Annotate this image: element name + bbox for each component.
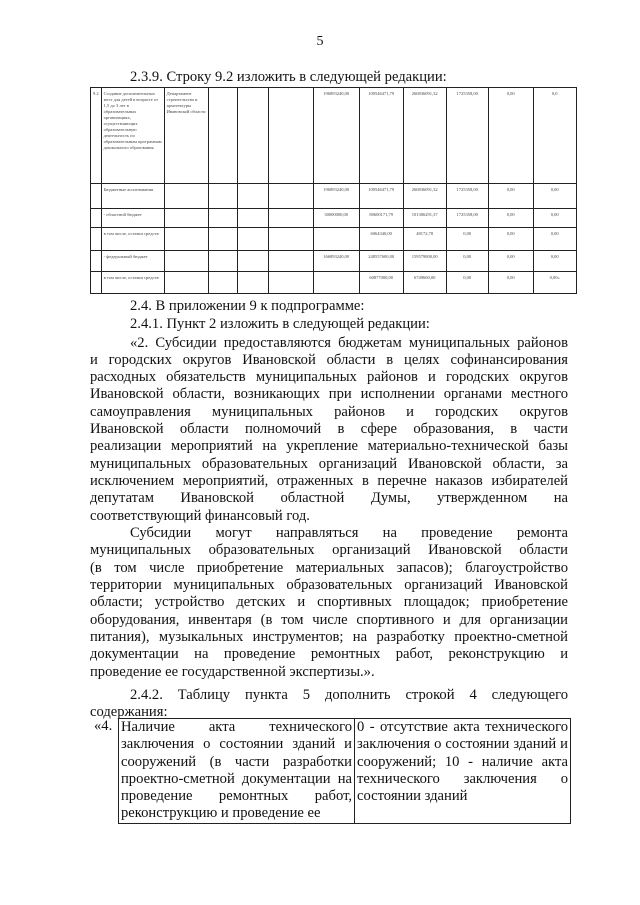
body-text-line: муниципальных образовательных организаций Ивановской области	[90, 542, 568, 558]
table-cell	[237, 184, 268, 209]
score-cell: 0 - отсутствие акта технического заключения о состоянии зданий и сооружений; 10 - наличие акта технического заключения о состоянии зданий	[355, 719, 571, 824]
table-cell	[208, 251, 237, 272]
table-cell	[237, 272, 268, 294]
table-cell	[208, 209, 237, 228]
body-text-line: и городских округов Ивановской области в целях софинансирования	[90, 352, 568, 368]
table-cell	[268, 88, 313, 184]
table-row	[91, 251, 577, 272]
body-text-line: содержания:	[90, 704, 168, 720]
table-cell: 1725358,00	[446, 209, 488, 228]
row-number: «4.	[94, 718, 113, 734]
table-cell: 159579800,00	[403, 251, 446, 272]
table-cell: 6749600,00	[403, 272, 446, 294]
table-cell	[313, 272, 359, 294]
table-cell: 260836091,32	[403, 184, 446, 209]
body-text-line: расходных обязательств муниципальных районов и городских округов	[90, 369, 568, 385]
table-cell: 60877000,00	[359, 272, 403, 294]
table-cell	[208, 88, 237, 184]
funding-table	[90, 87, 577, 294]
table-cell: 109546471,79	[359, 88, 403, 184]
body-text-line: исключением мероприятий, отраженных в перечне наказов избирателей	[90, 473, 568, 489]
table-cell	[91, 272, 102, 294]
section-heading: 2.3.9. Строку 9.2 изложить в следующей редакции:	[130, 69, 447, 85]
table-cell	[268, 272, 313, 294]
table-cell: 6064340,00	[359, 228, 403, 251]
table-cell: 30000000,00	[313, 209, 359, 228]
table-row	[91, 88, 577, 184]
table-cell: в том числе, остатки средств	[101, 272, 164, 294]
body-text-line: проведение ее государственной экспертизы.».	[90, 664, 375, 680]
table-cell: 0,00	[488, 184, 533, 209]
table-cell	[208, 228, 237, 251]
body-text-line: документации на проведение ремонтных работ, реконструкцию и	[90, 646, 568, 662]
body-text-line: Субсидии могут направляться на проведение ремонта	[130, 525, 568, 541]
table-cell: 0,00	[533, 228, 576, 251]
table-cell	[164, 251, 208, 272]
table-cell	[268, 228, 313, 251]
table-row	[91, 209, 577, 228]
table-cell: - областной бюджет	[101, 209, 164, 228]
body-text-line: соответствующий финансовый год.	[90, 508, 310, 524]
body-text-line: 2.4.1. Пункт 2 изложить в следующей редакции:	[130, 316, 430, 332]
table-cell	[237, 209, 268, 228]
table-cell: 1725358,00	[446, 88, 488, 184]
table-cell: 196893240,00	[313, 184, 359, 209]
table-cell	[164, 184, 208, 209]
body-text-line: Ивановской области полномочий в сфере образования, в части	[90, 421, 568, 437]
table-cell	[164, 209, 208, 228]
table-cell: 196893240,00	[313, 88, 359, 184]
table-cell	[237, 88, 268, 184]
body-text-line: области; устройство детских и спортивных площадок; приобретение	[90, 594, 568, 610]
table-cell: 0,00»	[533, 272, 576, 294]
body-text-line: муниципальных образовательных организаций Ивановской области, за	[90, 456, 568, 472]
table-cell: Департамент строительства и архитектуры Ивановской области	[164, 88, 208, 184]
table-cell	[237, 251, 268, 272]
table-cell	[268, 184, 313, 209]
table-cell	[91, 228, 102, 251]
table-row	[91, 184, 577, 209]
table-cell	[91, 184, 102, 209]
table-cell	[208, 272, 237, 294]
table-cell: 0,00	[533, 251, 576, 272]
body-text-line: «2. Субсидии предоставляются бюджетам муниципальных районов	[130, 335, 568, 351]
table-cell: 9.2	[91, 88, 102, 184]
table-cell: 166893240,00	[313, 251, 359, 272]
table-cell: - федеральный бюджет	[101, 251, 164, 272]
table-cell: 248557600,00	[359, 251, 403, 272]
table-cell: 48172,78	[403, 228, 446, 251]
table-cell: 0,00	[488, 251, 533, 272]
table-cell: Создание дополнительных мест для детей в возрасте от 1,5 до 3 лет в образовательных организациях, осуществляющих образовательную деятельность по образовательным программам дошкольного образования	[101, 88, 164, 184]
table-cell: 260836091,32	[403, 88, 446, 184]
body-text-line: самоуправления муниципальных районов и городских округов	[90, 404, 568, 420]
table-cell	[268, 251, 313, 272]
table-cell: 0,00	[488, 88, 533, 184]
table-cell: 0,00	[488, 209, 533, 228]
table-cell: 0,00	[446, 251, 488, 272]
body-text-line: депутатам Ивановской областной Думы, утвержденном на	[90, 490, 568, 506]
criterion-cell: Наличие акта технического заключения о состоянии зданий и сооружений (в части разработки проектно-сметной документации на проведение ремонтных работ, реконструкцию и проведение ее	[119, 719, 355, 824]
table-cell	[237, 228, 268, 251]
table-cell	[208, 184, 237, 209]
table-row	[91, 228, 577, 251]
body-text-line: питания), музыкальных инструментов; на разработку проектно-сметной	[90, 629, 568, 645]
body-text-line: 2.4.2. Таблицу пункта 5 дополнить строкой 4 следующего	[130, 687, 568, 703]
body-text-line: оборудования, инвентаря (в том числе спортивного и для организации	[90, 612, 568, 628]
table-cell: 0,00	[488, 272, 533, 294]
criteria-table	[118, 718, 571, 824]
body-text-line: реализации мероприятий на укрепление материально-технической базы	[90, 438, 568, 454]
body-text-line: Ивановской области, возникающих при исполнении органами местного	[90, 386, 568, 402]
table-cell	[91, 209, 102, 228]
table-cell	[164, 228, 208, 251]
page-number: 5	[316, 34, 324, 49]
table-cell: 101306291,37	[403, 209, 446, 228]
table-cell: в том числе, остатки средств	[101, 228, 164, 251]
table-row	[91, 272, 577, 294]
table-cell: 0,00	[533, 209, 576, 228]
table-cell: Бюджетные ассигнования	[101, 184, 164, 209]
table-cell: 0,00	[488, 228, 533, 251]
table-cell: 0,00	[533, 184, 576, 209]
table-cell: 80600171,79	[359, 209, 403, 228]
body-text-line: (в том числе приобретение материальных запасов); благоустройство	[90, 560, 568, 576]
table-cell	[268, 209, 313, 228]
table-cell	[91, 251, 102, 272]
table-cell: 1725358,00	[446, 184, 488, 209]
body-text-line: территории муниципальных образовательных организаций Ивановской	[90, 577, 568, 593]
table-cell: 0,0	[533, 88, 576, 184]
body-text-line: 2.4. В приложении 9 к подпрограмме:	[130, 298, 365, 314]
table-cell	[313, 228, 359, 251]
table-cell: 0,00	[446, 228, 488, 251]
table-cell: 109546471,79	[359, 184, 403, 209]
table-cell: 0,00	[446, 272, 488, 294]
table-cell	[164, 272, 208, 294]
